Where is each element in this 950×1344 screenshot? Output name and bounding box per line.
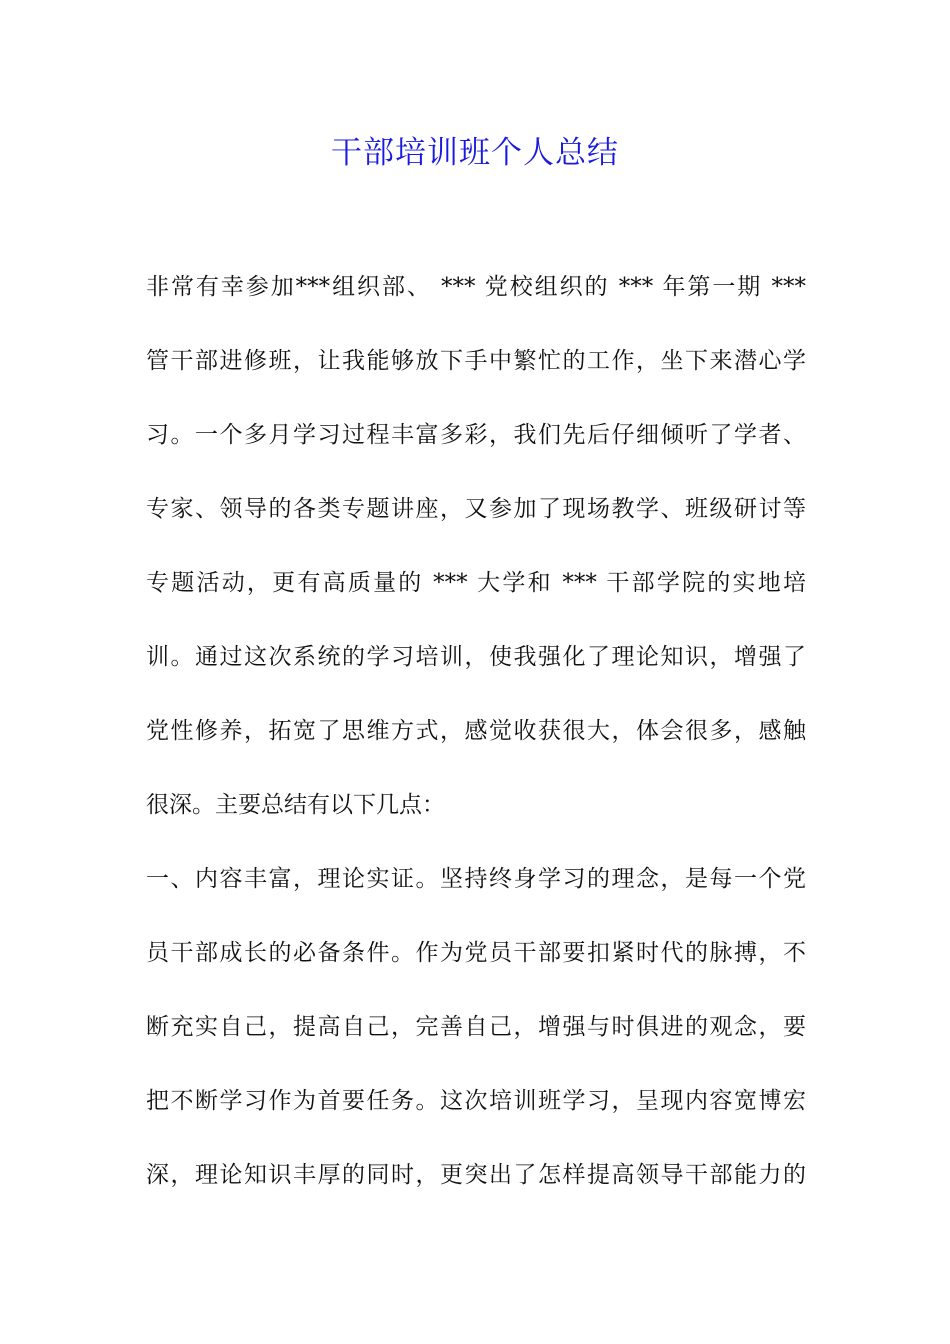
body-line: 断充实自己，提高自己，完善自己，增强与时俱进的观念，要 xyxy=(146,1014,806,1040)
body-line: 把不断学习作为首要任务。这次培训班学习，呈现内容宽博宏 xyxy=(146,1088,806,1114)
body-line: 训。通过这次系统的学习培训，使我强化了理论知识，增强了 xyxy=(146,644,806,670)
body-line: 一、内容丰富，理论实证。坚持终身学习的理念，是每一个党 xyxy=(146,866,806,892)
document-title: 干部培训班个人总结 xyxy=(331,135,619,171)
document-body xyxy=(146,262,806,1224)
body-line: 专家、领导的各类专题讲座，又参加了现场教学、班级研讨等 xyxy=(146,496,806,522)
body-line: 管干部进修班，让我能够放下手中繁忙的工作，坐下来潜心学 xyxy=(146,348,806,374)
body-line: 党性修养，拓宽了思维方式，感觉收获很大，体会很多，感触 xyxy=(146,718,806,744)
body-line: 专题活动，更有高质量的 *** 大学和 *** 干部学院的实地培 xyxy=(146,570,806,596)
body-line: 非常有幸参加***组织部、 *** 党校组织的 *** 年第一期 *** xyxy=(146,274,806,300)
body-line: 很深。主要总结有以下几点： xyxy=(146,792,445,818)
body-line: 深，理论知识丰厚的同时，更突出了怎样提高领导干部能力的 xyxy=(146,1162,806,1188)
body-line: 员干部成长的必备条件。作为党员干部要扣紧时代的脉搏，不 xyxy=(146,940,806,966)
body-line: 习。一个多月学习过程丰富多彩，我们先后仔细倾听了学者、 xyxy=(146,422,806,448)
